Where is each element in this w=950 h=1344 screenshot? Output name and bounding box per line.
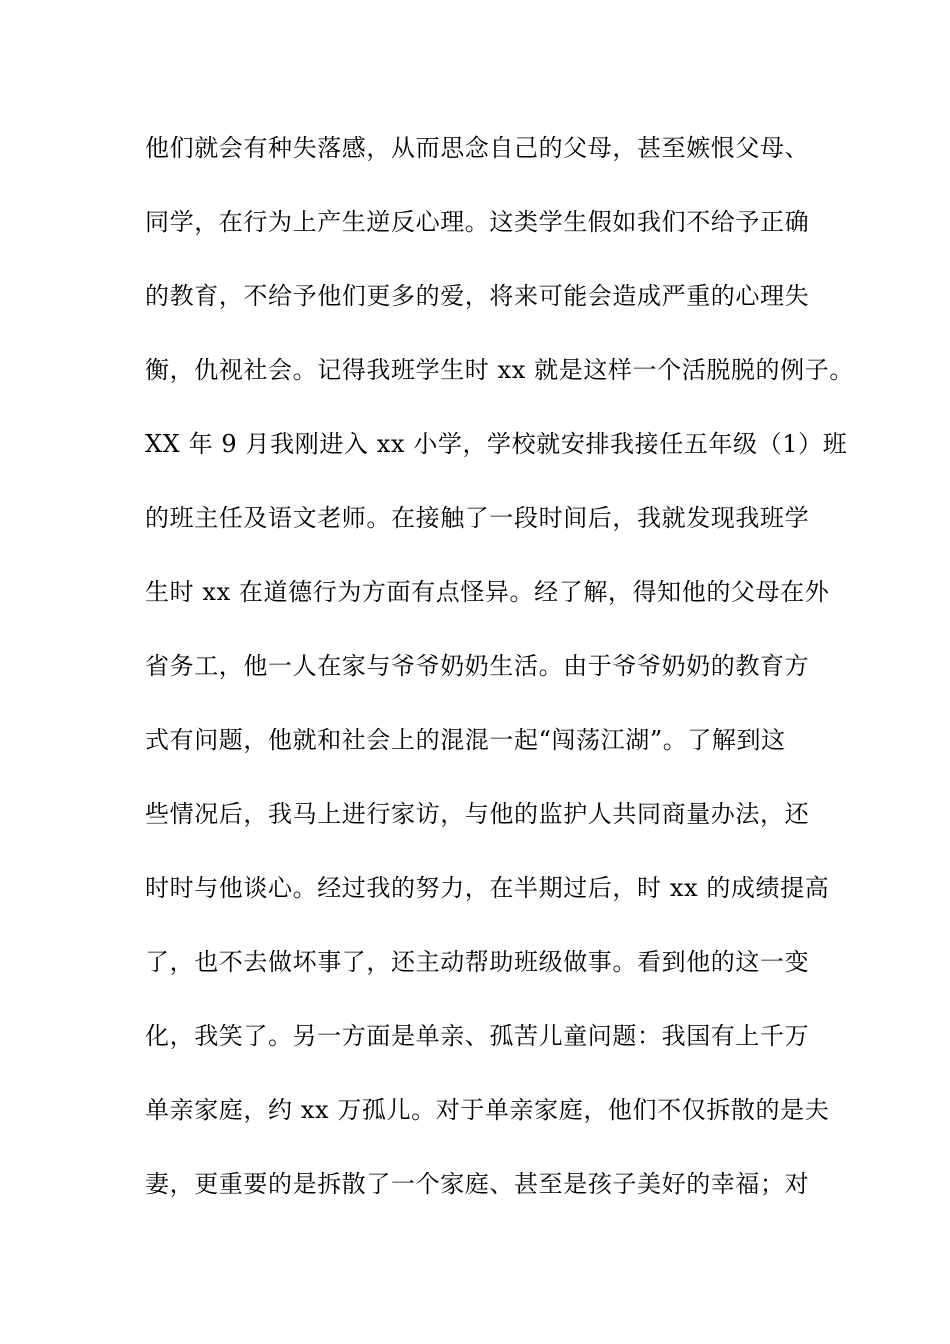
text-line-3: 的教育，不给予他们更多的爱，将来可能会造成严重的心理失 xyxy=(145,282,810,310)
body-text xyxy=(145,128,854,1238)
text-line-7: 生时 xx 在道德行为方面有点怪异。经了解，得知他的父母在外 xyxy=(145,578,830,606)
text-line-4: 衡，仇视社会。记得我班学生时 xx 就是这样一个活脱脱的例子。 xyxy=(145,356,854,384)
text-line-2: 同学，在行为上产生逆反心理。这类学生假如我们不给予正确 xyxy=(145,208,810,236)
text-line-6: 的班主任及语文老师。在接触了一段时间后，我就发现我班学 xyxy=(145,504,810,532)
text-line-9: 式有问题，他就和社会上的混混一起“闯荡江湖”。了解到这 xyxy=(145,726,786,754)
text-line-12: 了，也不去做坏事了，还主动帮助班级做事。看到他的这一变 xyxy=(145,948,810,976)
text-line-1: 他们就会有种失落感，从而思念自己的父母，甚至嫉恨父母、 xyxy=(145,134,810,162)
text-line-14: 单亲家庭，约 xx 万孤儿。对于单亲家庭，他们不仅拆散的是夫 xyxy=(145,1096,830,1124)
text-line-10: 些情况后，我马上进行家访，与他的监护人共同商量办法，还 xyxy=(145,800,810,828)
text-line-11: 时时与他谈心。经过我的努力，在半期过后，时 xx 的成绩提高 xyxy=(145,874,830,902)
text-line-8: 省务工，他一人在家与爷爷奶奶生活。由于爷爷奶奶的教育方 xyxy=(145,652,810,680)
text-line-5: XX 年 9 月我刚进入 xx 小学，学校就安排我接任五年级（1）班 xyxy=(145,430,848,458)
text-line-15: 妻，更重要的是拆散了一个家庭、甚至是孩子美好的幸福；对 xyxy=(145,1170,810,1198)
text-line-13: 化，我笑了。另一方面是单亲、孤苦儿童问题：我国有上千万 xyxy=(145,1022,810,1050)
